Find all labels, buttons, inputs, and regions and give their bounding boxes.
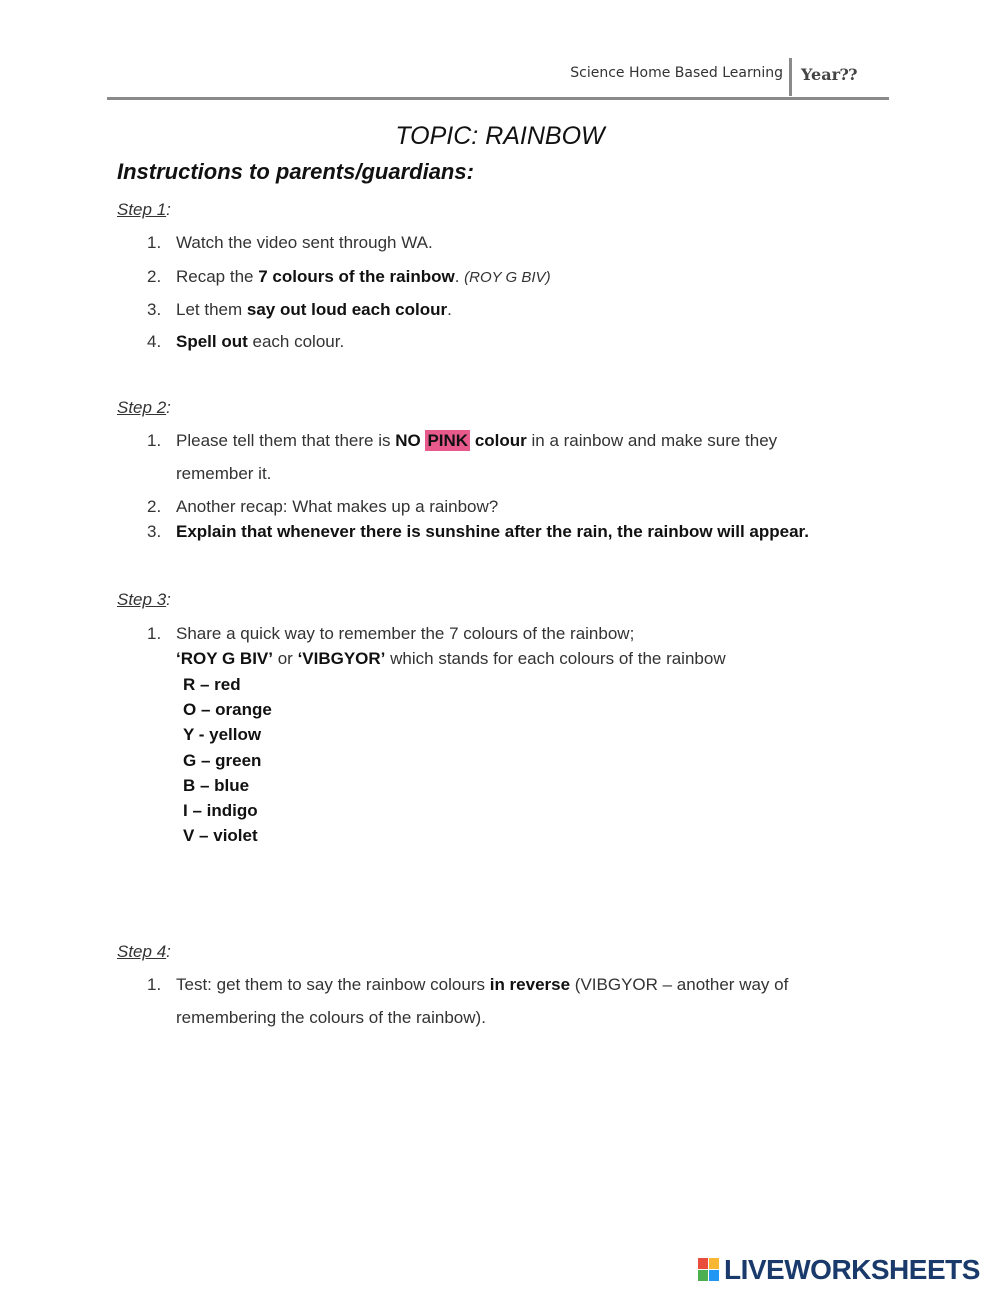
color-letter-i: I – indigo bbox=[183, 801, 258, 820]
step-2-item-3: 3. Explain that whenever there is sunshine after the rain, the rainbow will appear. bbox=[147, 522, 809, 541]
step-4-item-1-cont: remembering the colours of the rainbow). bbox=[176, 1008, 486, 1027]
color-letter-o: O – orange bbox=[183, 700, 272, 719]
header-separator bbox=[789, 58, 792, 96]
step-3-label: Step 3: bbox=[117, 590, 171, 609]
color-letter-y: Y - yellow bbox=[183, 725, 262, 744]
color-letter-g: G – green bbox=[183, 751, 262, 770]
step-4-item-1: 1. Test: get them to say the rainbow colours in reverse (VIBGYOR – another way of bbox=[147, 975, 789, 994]
color-letter-r: R – red bbox=[183, 675, 241, 694]
step-1-item-2: 2. Recap the 7 colours of the rainbow. (ROY G BIV) bbox=[147, 267, 551, 286]
step-1-label: Step 1: bbox=[117, 200, 171, 219]
step-1-item-3: 3. Let them say out loud each colour. bbox=[147, 300, 452, 319]
step-2-label: Step 2: bbox=[117, 398, 171, 417]
color-letter-b: B – blue bbox=[183, 776, 250, 795]
liveworksheets-logo-icon bbox=[698, 1258, 720, 1282]
liveworksheets-logo-text: LIVEWORKSHEETS bbox=[724, 1254, 980, 1285]
color-letter-v: V – violet bbox=[183, 826, 258, 845]
step-2-item-1: 1. Please tell them that there is NO PINK colour in a rainbow and make sure they bbox=[147, 431, 778, 450]
step-2-item-2: 2. Another recap: What makes up a rainbow? bbox=[147, 497, 499, 516]
step-3-item-1: 1. Share a quick way to remember the 7 colours of the rainbow; bbox=[147, 624, 635, 643]
header-rule bbox=[107, 97, 889, 100]
step-1-item-4: 4. Spell out each colour. bbox=[147, 332, 345, 351]
page-header bbox=[107, 56, 889, 100]
pink-highlight: PINK bbox=[427, 431, 469, 450]
step-3-mnemonic-line: ‘ROY G BIV’ or ‘VIBGYOR’ which stands for each colours of the rainbow bbox=[176, 649, 726, 668]
page-subtitle: Instructions to parents/guardians: bbox=[117, 159, 474, 184]
page-title: TOPIC: RAINBOW bbox=[395, 122, 605, 150]
header-year-label: Year⁇ bbox=[801, 65, 858, 84]
step-4-label: Step 4: bbox=[117, 942, 171, 961]
step-2-item-1-cont: remember it. bbox=[176, 464, 272, 483]
step-1-item-1: 1. Watch the video sent through WA. bbox=[147, 233, 433, 252]
header-course-label: Science Home Based Learning bbox=[570, 65, 783, 81]
